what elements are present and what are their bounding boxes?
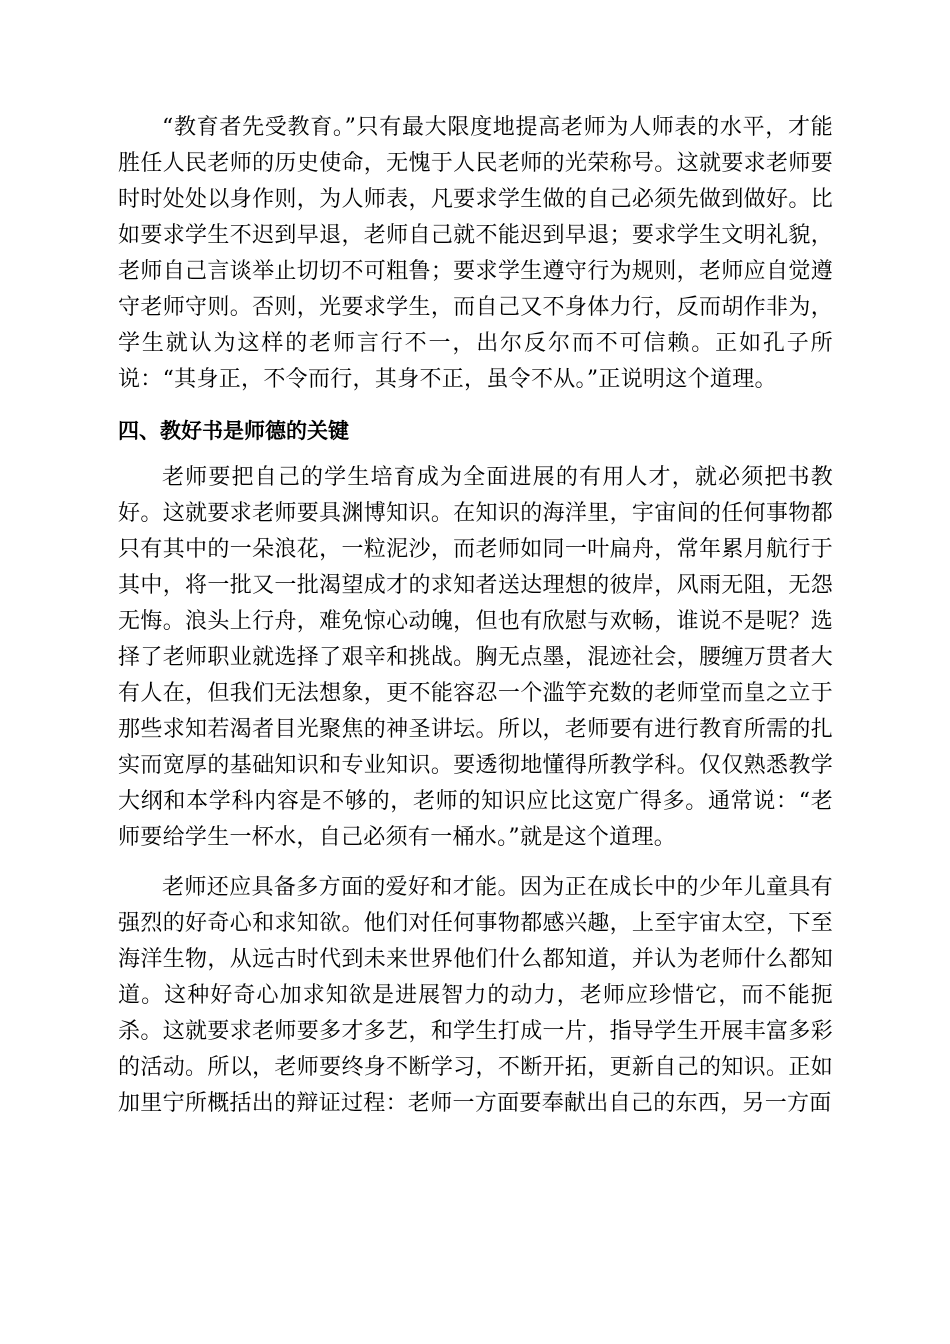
paragraph-knowledge: 老师要把自己的学生培育成为全面进展的有用人才，就必须把书教好。这就要求老师要具渊博知识。在知识的海洋里，宇宙间的任何事物都只有其中的一朵浪花，一粒泥沙，而老师如同一叶扁舟，常年累月航行于其中，将一批又一批渴望成才的求知者送达理想的彼岸，风雨无阻，无怨无悔。浪头上行舟，难免惊心动魄，但也有欣慰与欢畅，谁说不是呢？选择了老师职业就选择了艰辛和挑战。胸无点墨，混迹社会，腰缠万贯者大有人在，但我们无法想象，更不能容忍一个滥竽充数的老师堂而皇之立于那些求知若渴者目光聚焦的神圣讲坛。所以，老师要有进行教育所需的扎实而宽厚的基础知识和专业知识。要透彻地懂得所教学科。仅仅熟悉教学大纲和本学科内容是不够的，老师的知识应比这宽广得多。通常说：“老师要给学生一杯水，自己必须有一桶水。”就是这个道理。: [118, 465, 833, 850]
paragraph-role-model: “教育者先受教育。”只有最大限度地提高老师为人师表的水平，才能胜任人民老师的历史使命，无愧于人民老师的光荣称号。这就要求老师要时时处处以身作则，为人师表，凡要求学生做的自己必须先做到做好。比如要求学生不迟到早退，老师自己就不能迟到早退；要求学生文明礼貌，老师自己言谈举止切切不可粗鲁；要求学生遵守行为规则，老师应自觉遵守老师守则。否则，光要求学生，而自己又不身体力行，反而胡作非为，学生就认为这样的老师言行不一，出尔反尔而不可信赖。正如孔子所说：“其身正，不令而行，其身不正，虽令不从。”正说明这个道理。: [118, 115, 833, 392]
document-body: [118, 110, 833, 1122]
paragraph-spacer: [118, 856, 833, 870]
section-heading: 四、教好书是师德的关键: [118, 419, 349, 443]
paragraph-talents: 老师还应具备多方面的爱好和才能。因为正在成长中的少年儿童具有强烈的好奇心和求知欲。他们对任何事物都感兴趣，上至宇宙太空，下至海洋生物，从远古时代到未来世界他们什么都知道，并认为老师什么都知道。这种好奇心加求知欲是进展智力的动力，老师应珍惜它，而不能扼杀。这就要求老师要多才多艺，和学生打成一片，指导学生开展丰富多彩的活动。所以，老师要终身不断学习，不断开拓，更新自己的知识。正如加里宁所概括出的辩证过程：老师一方面要奉献出自己的东西，另一方面: [118, 875, 833, 1116]
